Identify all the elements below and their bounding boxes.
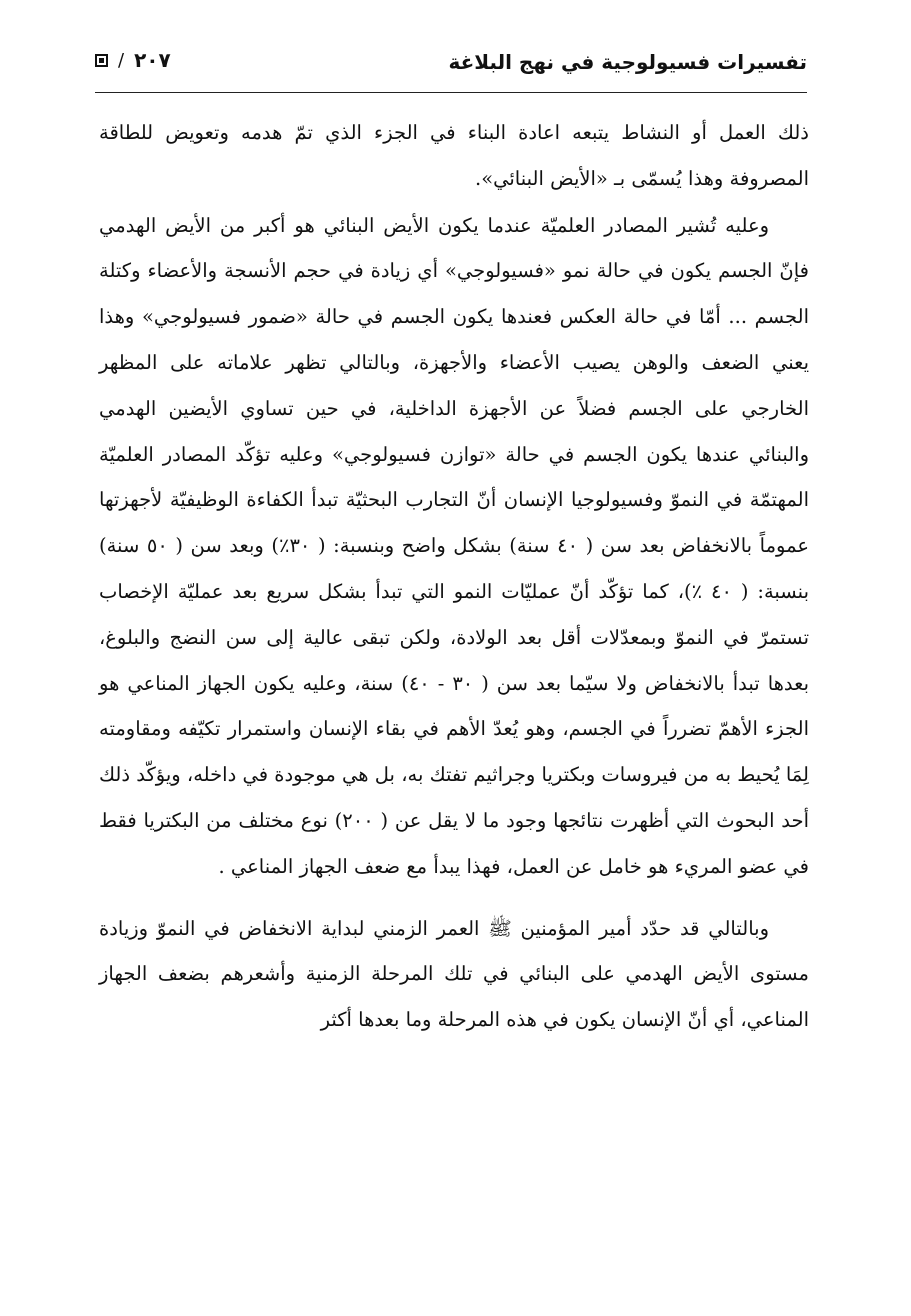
page-number: ٢٠٧ bbox=[134, 48, 171, 72]
paragraph-2: وعليه تُشير المصادر العلميّة عندما يكون الأيض البنائي هو أكبر من الأيض الهدمي فإنّ الجسم يكون في حالة نمو «فسيولوجي» أي زيادة في حجم الأنسجة والأعضاء وكتلة الجسم ... أمّا في حالة العكس فعندها يكون الجسم في حالة «ضمور فسيولوجي» وهذا يعني الضعف والوهن يصيب الأعضاء والأجهزة، وبالتالي تظهر علاماته على المظهر الخارجي على الجسم فضلاً عن الأجهزة الداخلية، في حين تساوي الأيضين الهدمي والبنائي عندها يكون الجسم في حالة «توازن فسيولوجي» وعليه تؤكّد المصادر العلميّة المهتمّة في النموّ وفسيولوجيا الإنسان أنّ التجارب البحثيّة تبدأ الكفاءة الوظيفيّة لأجهزتها عموماً بالانخفاض بعد سن ( ٤٠ سنة) بشكل واضح وبنسبة: ( ٣٠٪) وبعد سن ( ٥٠ سنة) بنسبة: ( ٤٠ ٪)، كما تؤكّد أنّ عمليّات النمو التي تبدأ بشكل سريع بعد عمليّة الإخصاب تستمرّ في النموّ وبمعدّلات أقل بعد الولادة، ولكن تبقى عالية إلى سن النضج والبلوغ، بعدها تبدأ بالانخفاض ولا سيّما بعد سن ( ٣٠ - ٤٠) سنة، وعليه يكون الجهاز المناعي هو الجزء الأهمّ تضرراً في الجسم، وهو يُعدّ الأهم في بقاء الإنسان واستمرار تكيّفه ومقاومته لِمَا يُحيط به من فيروسات وبكتريا وجراثيم تفتك به، بل هي موجودة في داخله، ويؤكّد ذلك أحد البحوث التي أظهرت نتائجها وجود ما لا يقل عن ( ٢٠٠) نوع مختلف من البكتريا فقط في عضو المريء هو خامل عن العمل، فهذا يبدأ مع ضعف الجهاز المناعي . bbox=[99, 213, 810, 878]
page-separator: / bbox=[118, 49, 125, 71]
page-number-block bbox=[95, 48, 171, 72]
paragraph-1: ذلك العمل أو النشاط يتبعه اعادة البناء في الجزء الذي تمّ هدمه وتعويض للطاقة المصروفة وهذا يُسمّى بـ «الأيض البنائي». bbox=[99, 121, 809, 190]
ornament-square-icon bbox=[95, 54, 108, 67]
book-title: تفسيرات فسيولوجية في نهج البلاغة bbox=[448, 50, 807, 74]
page-body bbox=[99, 110, 809, 1043]
running-header bbox=[95, 44, 807, 93]
paragraph-3: وبالتالي قد حدّد أمير المؤمنين ﷺ العمر الزمني لبداية الانخفاض في النموّ وزيادة مستوى الأيض الهدمي على البنائي في تلك المرحلة الزمنية وأشعرهم بضعف الجهاز المناعي، أي أنّ الإنسان يكون في هذه المرحلة وما بعدها أكثر bbox=[99, 916, 809, 1032]
